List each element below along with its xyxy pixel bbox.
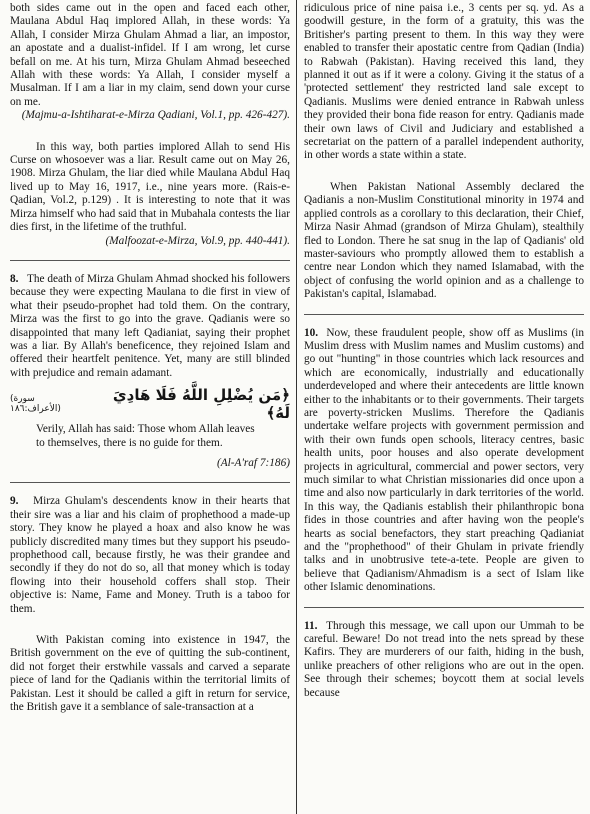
section-rule (304, 314, 584, 315)
section-rule (304, 607, 584, 608)
paragraph-national-assembly: When Pakistan National Assembly declared the Qadianis a non-Muslim Constitutional minority in 1974 and applied controls as a corollary to this declaration, their Chief, Mirza Nasir Ahmad (grandson of Mirza Ghulam), stealthily fled to London. There he sat snug in the lap of Qadianis' old master-saviours who promptly allowed them to establish a centre near London which they named Islamabad, with the object of confusing the world opinion and as a challenge to Pakistan's capital, Islamabad. (304, 180, 584, 301)
paragraph-10 (304, 327, 584, 595)
quran-verse-block (10, 386, 290, 423)
arabic-verse: ﴿مَن يُضْلِلِ اللَّهُ فَلَا هَادِيَ لَهُ﴾ (112, 386, 290, 423)
paragraph-number: 10. (304, 326, 319, 339)
right-column (304, 2, 584, 700)
paragraph-8-text: The death of Mirza Ghulam Ahmad shocked his followers because they were expecting Maulana to die first in view of what their pseudo-prophet had told them. On the contrary, Mirza was the first to go into the grave. Qadianis were so disappointed that many left Qadianiat, saying their prophet was a liar. By Allah's beneficence, they rejoined Islam and offered their heartfelt penitence. Yet, many are still blinded with prejudice and remain adamant. (10, 272, 290, 379)
paragraph-result-of-mubahala: In this way, both parties implored Allah to send His Curse on whosoever was a liar. Result came out on May 26, 1908. Mirza Ghulam, the liar died while Maulana Abdul Haq lived up to May 16, 1917, i.e., nine years more. (Rais-e-Qadian, Vol.2, p.129) . It is interesting to note that it was Mirza himself who had said that in Mubahala contests the liar dies first, in the lifetime of the truthful. (10, 140, 290, 234)
verse-reference-arabic: (سورة الأعراف:١٨٦) (10, 394, 61, 415)
paragraph-9-text: Mirza Ghulam's descendents know in their hearts that their sire was a liar and his claim of prophethood a made-up story. They know he played a hoax and also know he was publicly discredited many times but they support his pseudo-prophethood call, because firstly, he was their grandee and secondly if they do not do so, all that money which is today flowing into their household coffers shall stop. Their objective is: Name, Fame and Money. Truth is a taboo for them. (10, 495, 290, 615)
paragraph-mubahala-prayers: both sides came out in the open and faced each other, Maulana Abdul Haq implored Allah, in these words: Ya Allah, I consider Mirza Ghulam Ahmad a liar, an impostor, an apostate and a dualist-infidel. If I am wrong, let curse befall on me. At his turn, Mirza Ghulam Ahmad beseeched Allah with these words: Ya Allah, I consider myself a Musalman. If I am a liar in my claim, send down your curse on me. (10, 2, 290, 108)
paragraph-number: 9. (10, 495, 19, 508)
verse-translation: Verily, Allah has said: Those whom Allah leaves to themselves, there is no guide for them. (36, 423, 255, 449)
citation-majmu-a-ishtiharat: (Majmu-a-Ishtiharat-e-Mirza Qadiani, Vol.1, pp. 426-427). (21, 109, 290, 122)
citation-malfoozat: (Malfoozat-e-Mirza, Vol.9, pp. 440-441). (105, 234, 290, 247)
column-divider (296, 0, 297, 814)
paragraph-number: 11. (304, 619, 318, 632)
paragraph-number: 8. (10, 272, 19, 285)
paragraph-9 (10, 495, 290, 616)
section-rule (10, 482, 290, 483)
paragraph-10-text: Now, these fraudulent people, show off as Muslims (in Muslim dress with Muslim names and Muslim customs) and go out "hunting" in those countries which lack resources and which are economically, industrially and educationally underdeveloped and where their antecedents are little known either to the inhabitants or to their governments. Their targets are poverty-stricken Muslims. Therefore the Qadianis undertake welfare projects with government permission and with their own funds open schools, literacy centres, basic health units, poor houses and also operate development projects in agricultural, commercial and power sectors, very much similar to what Christian missionaries did once upon a time and also now particularly in dark territories of the world. In this way, the Qadianis establish their philanthropic bona fides in those countries and after having won the people's hearts as social benefactors, they start preaching Qadianiat and the "prophethood" of their Ghulam in private friendly talks and in unobtrusive tete-a-tete. People are given to believe that Qadianism/Ahmadism is a sect of Islam like other Islamic denominations. (304, 326, 584, 594)
left-column (10, 2, 290, 714)
paragraph-rabwah: ridiculous price of nine paisa i.e., 3 cents per sq. yd. As a goodwill gesture, in the form of a gratuity, this was the Britisher's parting present to them. In this way they were enabled to transfer their apostatic centre from Qadian (India) to Rabwah (Pakistan). Having received this land, they planned it out as if it were a colony. Giving it the status of a 'protected settlement' they restricted land sale except to Qadianis. Muslims were denied entrance in Rabwah unless they provided their bona fide reason for entry. Qadianis made their own laws of Civil and Judiciary and established a secretariat on the pattern of a parallel independent authority, in other words a state within a state. (304, 2, 584, 162)
paragraph-8 (10, 273, 290, 380)
paragraph-pakistan-1947: With Pakistan coming into existence in 1947, the British government on the eve of quitting the sub-continent, did not forget their erstwhile vassals and carved a separate piece of land for the Qadianis within the territorial limits of Pakistan. Lest it should be called a gift in return for service, the British gave it a semblance of sale-transaction at a (10, 634, 290, 714)
section-rule (10, 260, 290, 261)
paragraph-11 (304, 620, 584, 700)
citation-al-araf: (Al-A'raf 7:186) (216, 456, 290, 469)
paragraph-11-text: Through this message, we call upon our Ummah to be careful. Beware! Do not tread into the nets spread by these Kafirs. They are murderers of our faith, hiding in the bush, unlike preachers of other religions who are out in the open. See through their schemes; boycott them at social levels because (304, 619, 585, 699)
